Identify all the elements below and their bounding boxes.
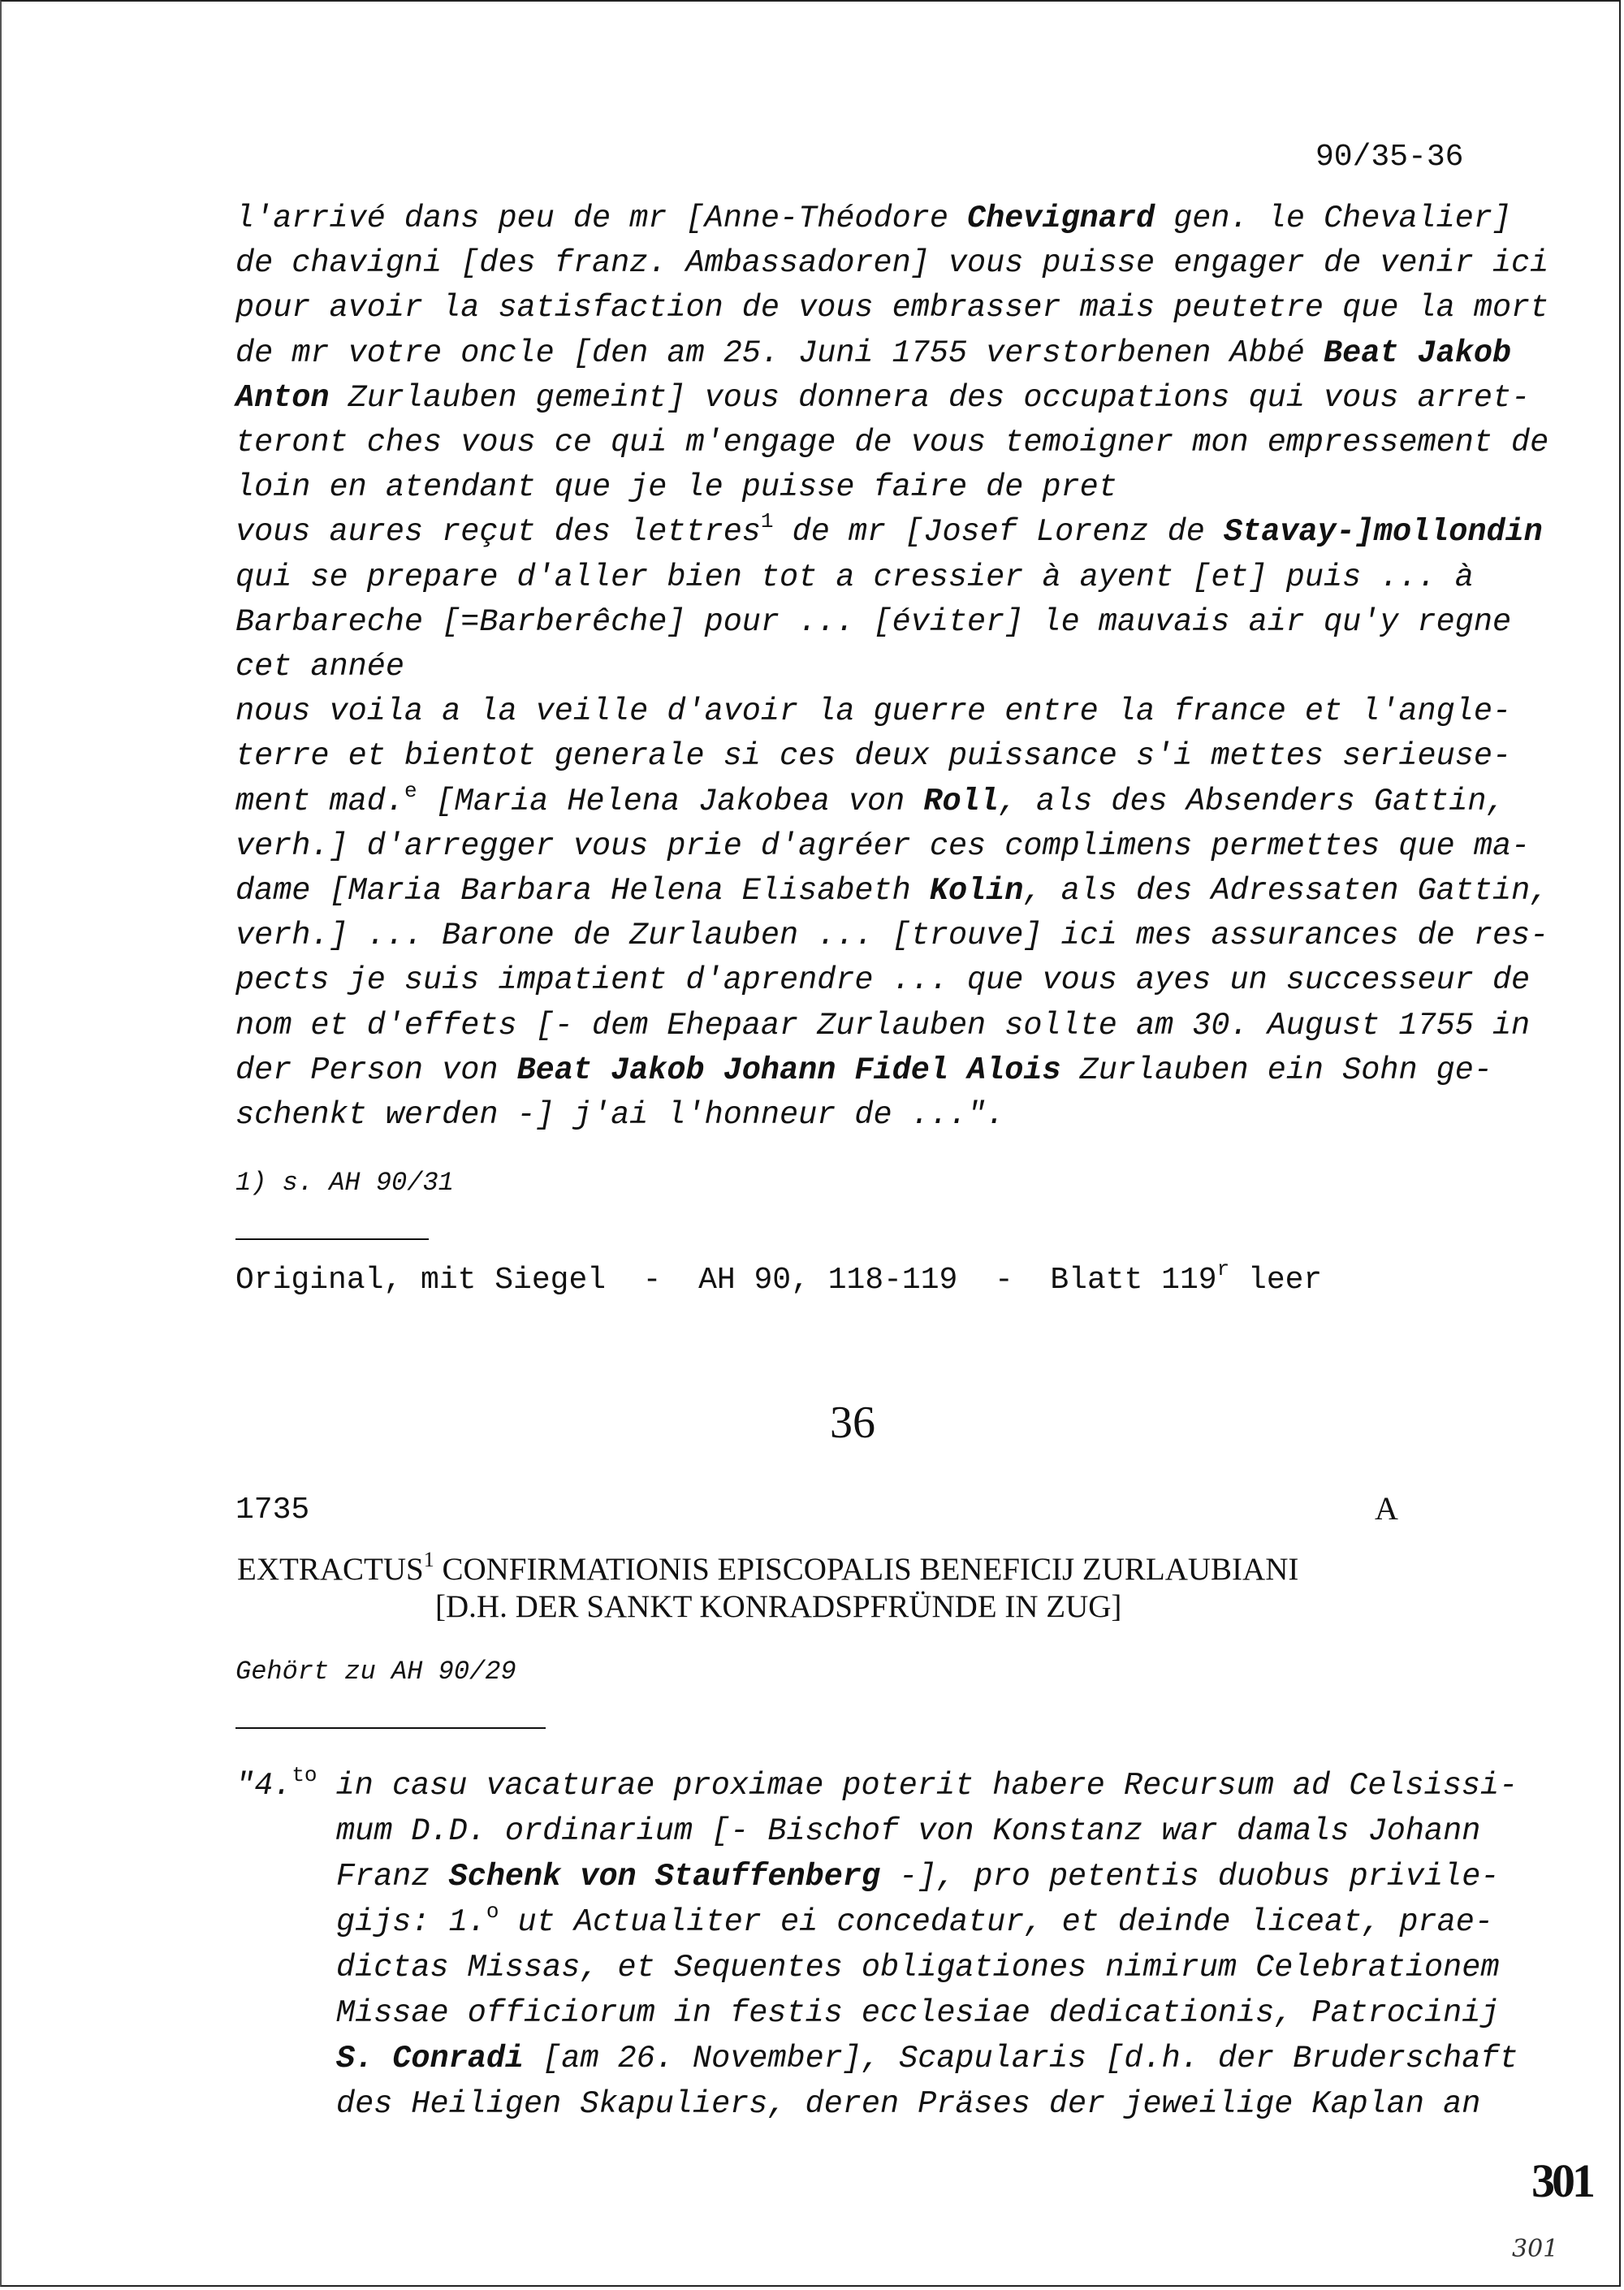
text-line bbox=[235, 962, 1531, 999]
source-rule bbox=[235, 1238, 429, 1240]
text-line bbox=[235, 1052, 1492, 1088]
text-line bbox=[235, 603, 1512, 640]
archive-stamp-number: 301 bbox=[1531, 2154, 1592, 2207]
text-line bbox=[235, 1763, 1518, 1804]
text-run: Missae officiorum in festis ecclesiae dedicationis, Patrocinij bbox=[336, 1995, 1500, 2031]
text-run: terre et bientot generale si ces deux puissance s'i mettes serieuse- bbox=[235, 738, 1512, 775]
text-line bbox=[235, 651, 404, 683]
text-line bbox=[235, 245, 1549, 282]
text-line bbox=[235, 335, 1512, 371]
text-run: nom et d'effets [- dem Ehepaar Zurlauben sollte am 30. August 1755 in bbox=[235, 1007, 1531, 1043]
text-run: -], pro petentis duobus privile- bbox=[880, 1859, 1500, 1895]
bold-name: Beat Jakob bbox=[1324, 335, 1512, 371]
text-run: "4. bbox=[235, 1768, 292, 1804]
text-run: qui se prepare d'aller bien tot a cressier à ayent [et] puis ... à bbox=[235, 559, 1474, 595]
footnote: 1) s. AH 90/31 bbox=[235, 1168, 454, 1198]
text-line bbox=[336, 1899, 1493, 1940]
document-number: 36 bbox=[830, 1398, 875, 1448]
text-line bbox=[336, 1861, 1499, 1893]
text-run: de mr [Josef Lorenz de bbox=[773, 514, 1224, 551]
superscript: 1 bbox=[760, 509, 774, 534]
page-reference: 90/35-36 bbox=[1315, 140, 1464, 175]
belongs-to-note: Gehört zu AH 90/29 bbox=[235, 1657, 516, 1687]
text-run: , als des Absenders Gattin, bbox=[998, 783, 1505, 819]
bold-name: Chevignard bbox=[967, 201, 1155, 236]
document-year: 1735 bbox=[235, 1493, 310, 1527]
text-line bbox=[235, 920, 1548, 952]
text-run: dictas Missas, et Sequentes obligationes nimirum Celebrationem bbox=[336, 1950, 1500, 1985]
bold-name: Roll bbox=[923, 783, 999, 819]
text-line bbox=[336, 2043, 1518, 2075]
text-run: in casu vacaturae proximae poterit habere Recursum ad Celsissi- bbox=[317, 1768, 1518, 1804]
text-run: ut Actualiter ei concedatur, et deinde liceat, prae- bbox=[499, 1904, 1493, 1940]
text-run: verh.] d'arregger vous prie d'agréer ces complimens permettes que ma- bbox=[235, 827, 1531, 864]
text-run: Zurlauben gemeint] vous donnera des occupations qui vous arret- bbox=[329, 379, 1531, 416]
text-line bbox=[235, 875, 1548, 907]
text-run: gen. le Chevalier] bbox=[1155, 201, 1512, 236]
text-run: l'arrivé dans peu de mr [Anne-Théodore bbox=[235, 201, 968, 236]
text-run: verh.] ... Barone de Zurlauben ... [trouve] ici mes assurances de res- bbox=[235, 918, 1549, 954]
text-line bbox=[235, 203, 1511, 235]
text-line bbox=[235, 292, 1548, 324]
text-line bbox=[235, 738, 1512, 775]
superscript: to bbox=[292, 1763, 317, 1787]
text-line bbox=[235, 469, 1117, 506]
bold-name: Stavay-]mollondin bbox=[1224, 514, 1543, 551]
bold-name: Beat Jakob Johann Fidel Alois bbox=[516, 1052, 1061, 1088]
text-run: loin en atendant que je le puisse faire de pret bbox=[235, 469, 1117, 506]
text-run: de chavigni [des franz. Ambassadoren] vous puisse engager de venir ici bbox=[235, 245, 1549, 282]
text-run: Barbareche [=Barberêche] pour ... [éviter] le mauvais air qu'y regne bbox=[235, 603, 1512, 640]
text-line bbox=[235, 827, 1531, 864]
pencil-page-number: 301 bbox=[1512, 2235, 1559, 2263]
text-run: gijs: 1. bbox=[336, 1904, 486, 1940]
text-line bbox=[235, 778, 1505, 819]
text-line bbox=[235, 693, 1512, 730]
text-line bbox=[336, 1995, 1500, 2031]
excerpt-rule bbox=[235, 1727, 546, 1729]
text-line bbox=[336, 1952, 1499, 1984]
text-line bbox=[235, 427, 1548, 459]
bold-name: Anton bbox=[235, 379, 330, 416]
document-letter: A bbox=[1375, 1490, 1398, 1527]
text-line bbox=[336, 2086, 1481, 2122]
text-run: Franz bbox=[336, 1859, 449, 1895]
text-run: [am 26. November], Scapularis [d.h. der Bruderschaft bbox=[524, 2041, 1518, 2076]
text-run: nous voila a la veille d'avoir la guerre entre la france et l'angle- bbox=[235, 693, 1512, 730]
text-line bbox=[235, 1097, 1005, 1133]
text-run: dame [Maria Barbara Helena Elisabeth bbox=[235, 873, 930, 909]
document-title: EXTRACTUS$^1$ CONFIRMATIONIS EPISCOPALIS BENEFICIJ ZURLAUBIANI bbox=[237, 1548, 1299, 1587]
text-line bbox=[235, 379, 1531, 416]
text-run: des Heiligen Skapuliers, deren Präses der jeweilige Kaplan an bbox=[336, 2086, 1481, 2122]
title-superscript: 1 bbox=[423, 1548, 434, 1571]
superscript: o bbox=[486, 1899, 499, 1924]
text-line bbox=[336, 1813, 1481, 1849]
document-title-line2: [D.H. DER SANKT KONRADSPFRÜNDE IN ZUG] bbox=[435, 1589, 1122, 1624]
source-superscript: r bbox=[1216, 1257, 1230, 1281]
bold-name: Kolin bbox=[929, 873, 1024, 909]
text-run: pour avoir la satisfaction de vous embrasser mais peutetre que la mort bbox=[235, 290, 1549, 326]
text-run: Zurlauben ein Sohn ge- bbox=[1060, 1052, 1492, 1088]
text-run: teront ches vous ce qui m'engage de vous temoigner mon empressement de bbox=[235, 425, 1549, 460]
text-run: de mr votre oncle [den am 25. Juni 1755 verstorbenen Abbé bbox=[235, 335, 1324, 371]
bold-name: Schenk von Stauffenberg bbox=[448, 1859, 881, 1895]
text-run: cet année bbox=[235, 649, 404, 685]
bold-name: S. Conradi bbox=[336, 2041, 525, 2076]
text-run: pects je suis impatient d'aprendre ... que vous ayes un successeur de bbox=[235, 962, 1531, 999]
text-line bbox=[235, 509, 1543, 551]
text-run: schenkt werden -] j'ai l'honneur de ...". bbox=[235, 1097, 1005, 1133]
text-run: der Person von bbox=[235, 1052, 517, 1088]
text-run: [Maria Helena Jakobea von bbox=[417, 783, 924, 819]
text-run: mum D.D. ordinarium [- Bischof von Konstanz war damals Johann bbox=[336, 1813, 1481, 1849]
text-run: vous aures reçut des lettres bbox=[235, 514, 761, 551]
text-line bbox=[235, 1007, 1531, 1043]
text-line bbox=[235, 559, 1474, 595]
source-note: Original, mit Siegel - AH 90, 118-119 - Blatt 119$^r$ leer bbox=[235, 1257, 1323, 1298]
superscript: e bbox=[404, 778, 417, 803]
text-run: ment mad. bbox=[235, 783, 404, 819]
text-run: , als des Adressaten Gattin, bbox=[1023, 873, 1549, 909]
